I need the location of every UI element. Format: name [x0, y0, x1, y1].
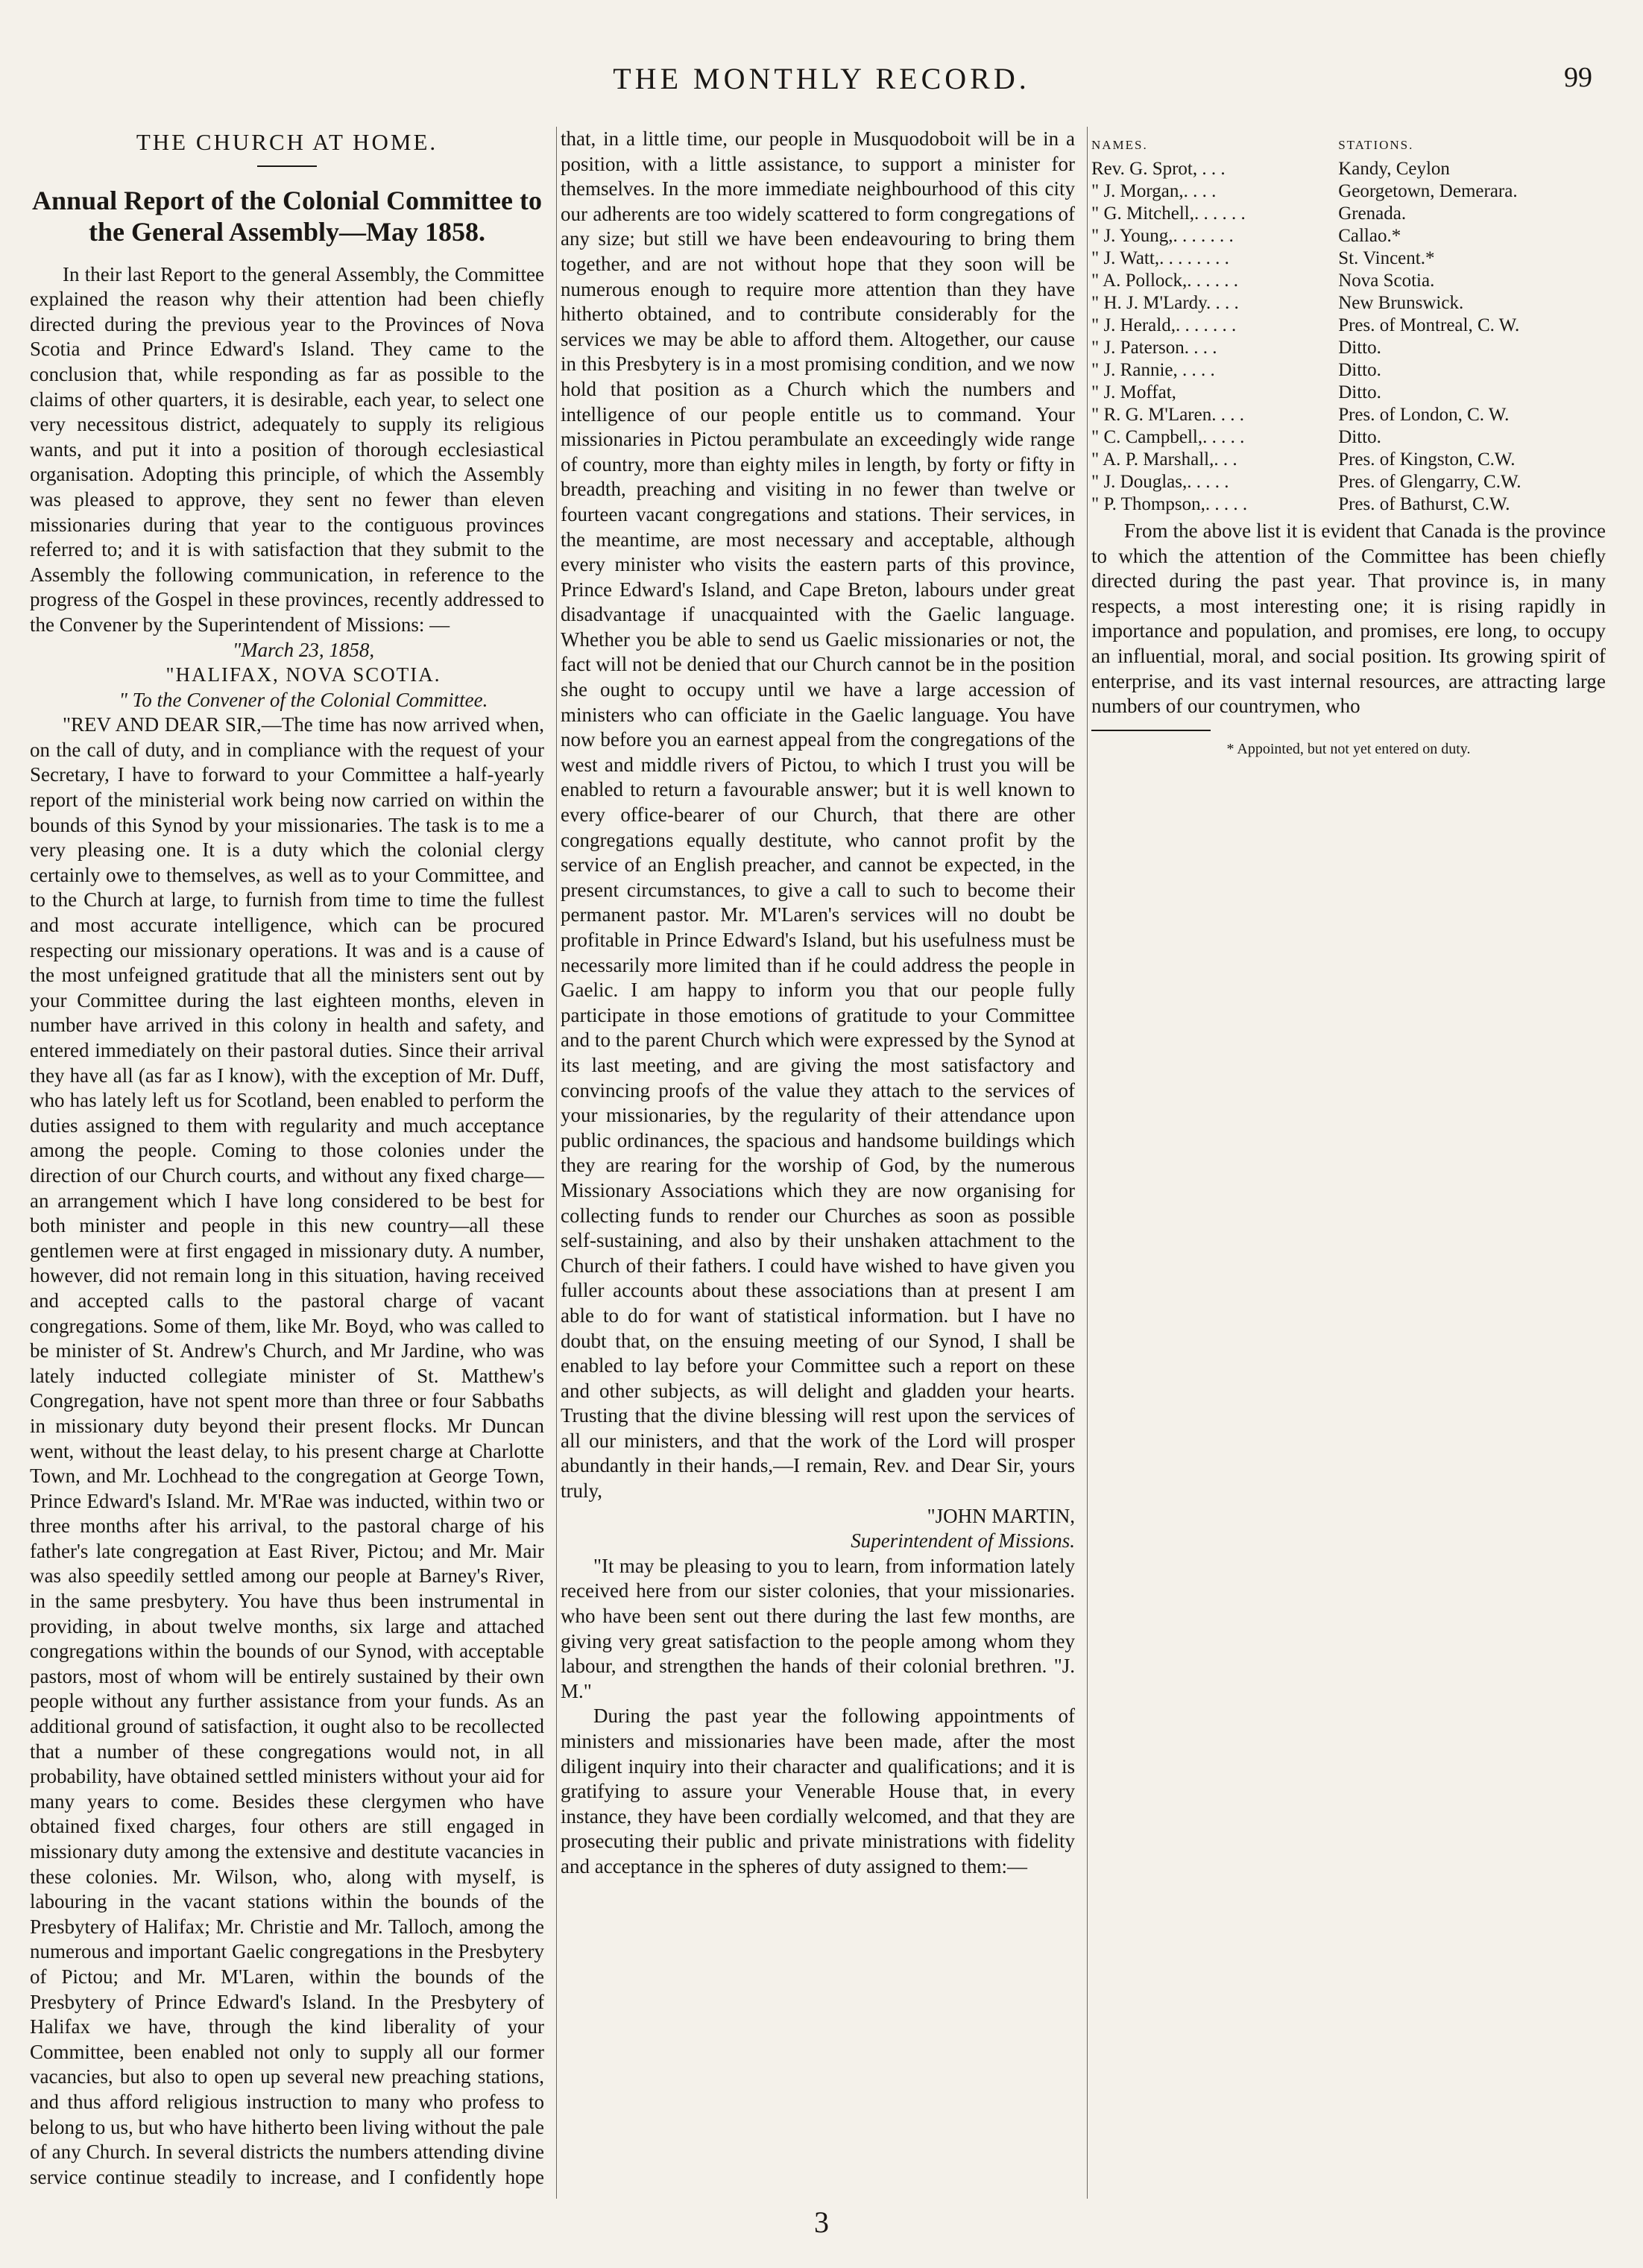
- appointment-row: [1091, 493, 1606, 516]
- appointment-station: Ditto.: [1338, 338, 1381, 358]
- appointment-name: " A. Pollock,. . . . . .: [1091, 271, 1239, 291]
- appointment-name: Rev. G. Sprot, . . .: [1091, 159, 1226, 179]
- appointment-row: [1091, 382, 1606, 404]
- page-number: 99: [1564, 62, 1592, 93]
- postscript-paragraph: "It may be pleasing to you to learn, from information lately received here from our sister colonies, that your missionaries. who have been sent out there during the last few months, are giving very great satisfaction to the people among whom they labour, and strengthen the hands of their colonial brethren. "J. M.": [561, 1554, 1075, 1702]
- letter-place: "HALIFAX, NOVA SCOTIA.: [165, 663, 441, 686]
- letter-body: "REV AND DEAR SIR,—The time has now arrived when, on the call of duty, and in compliance with the request of your Secretary, I have to forward to your Committee a half-yearly report of the ministerial work being now carried on within the bounds of this Synod by your missionaries. The task is to me a very pleasing one. It is a duty which the colonial clergy certainly owe to themselves, as well as to your Committee, and to the Church at large, to furnish from time to time the fullest and most accurate intelligence, which can be procured respecting our missionary operations. It was and is a cause of the most unfeigned gratitude that all the ministers sent out by your Committee during the last eighteen months, eleven in number have arrived in this colony in health and safety, and entered immediately on their pastoral duties. Since their arrival they have all (as far as I know), with the exception of Mr. Duff, who has lately left us for Scotland, been enabled to perform the duties assigned to them with regularity and much acceptance among the people. Coming to those colonies under the direction of our Church courts, and without any fixed charge—an arrangement which I have long considered to be best for both minister and people in this new country—all these gentlemen were at first engaged in missionary duty. A number, however, did not remain long in this situation, having received and accepted calls to the pastoral charge of vacant congregations. Some of them, like Mr. Boyd, who was called to be minister of St. Andrew's Church, and Mr Jardine, who was lately inducted collegiate minister of St. Matthew's Congregation, have not spent more than three or four Sabbaths in missionary duty beyond their present flocks. Mr Duncan went, without the least delay, to his present charge at Charlotte Town, and Mr. Lochhead to the congregation at George Town, Prince Edward's Island. Mr. M'Rae was inducted, within two or three months after his arrival, to the pastoral charge of his father's late congregation at East River, Pictou; and Mr. Mair was also speedily settled among our people at Barney's River, in the same presbytery. You have thus been instrumental in providing, in about twelve months, six large and attached congregations within the bounds of our Synod, with acceptable pastors, most of whom will be entirely sustained by their own people without any further assistance from your funds. As an additional ground of satisfaction, it ought also to be recollected that a number of these congregations would not, in all probability, have obtained settled ministers without your aid for many years to come. Besides these clergymen who have obtained fixed charges, four others are still engaged in missionary duty among the extensive and destitute vacancies in these colonies. Mr. Wilson, who, along with myself, is labouring in the vacant stations within the bounds of the Presbytery of Halifax; Mr. Christie and Mr. Talloch, among the numerous and important Gaelic congregations in the Presbytery of Pictou; and Mr. M'Laren, within the bounds of the Presbytery of Prince Edward's Island. In the Presbytery of Halifax we have, through the kind liberality of your Committee, been enabled not only to supply all our former vacancies, but also to open up several new preaching stations, and thus afford religious instruction to many who profess to belong to us, but who have hitherto been living without the pale of any Church. In several districts the numbers attending divine service continue steadily to increase, and I confidently hope: [30, 713, 544, 2188]
- appointment-name: " J. Herald,. . . . . . .: [1091, 315, 1237, 335]
- appointment-station: Pres. of Glengarry, C.W.: [1338, 472, 1521, 492]
- closing-paragraph: From the above list it is evident that Canada is the province to which the attention of the Committee has been chiefly directed during the past year. That province is, in many respects, a most interesting one; it is rising rapidly in importance and population, and promises, ere long, to occupy an influential, moral, and social position. Its growing spirit of enterprise, and its vast internal resources, are attracting large numbers of our countrymen, who: [1091, 519, 1606, 718]
- appointment-name: " J. Watt,. . . . . . . .: [1091, 248, 1229, 268]
- appointment-station: Georgetown, Demerara.: [1338, 181, 1518, 201]
- article-title: Annual Report of the Colonial Committee to the General Assembly—May 1858.: [32, 185, 542, 247]
- appointment-station: Grenada.: [1338, 203, 1407, 224]
- letter-addressee: " To the Convener of the Colonial Committee.: [119, 688, 488, 711]
- letter-body-continued: that, in a little time, our people in Musquodoboit will be in a position, with a little assistance, to support a minister for themselves. In the more immediate neighbourhood of this city our adherents are too widely scattered to form congregations of any size; but still we have been endeavouring to bring them together, and are not without hope that they soon will be numerous enough to require more attention than they have hitherto obtained, and to contribute considerably for the services we may be able to afford them. Altogether, our cause in this Presbytery is in a most promising condition, and we now hold that position as a Church which the numbers and intelligence of our people entitle us to command. Your missionaries in Pictou perambulate an exceedingly wide range of country, more than eighty miles in length, by forty or fifty in breadth, preaching and visiting in no fewer than twelve or fourteen vacant congregations and stations. Their services, in the meantime, are most necessary and acceptable, although every minister who visits the eastern parts of this province, Prince Edward's Island, and Cape Breton, labours under great disadvantage if unacquainted with the Gaelic language. Whether you be able to send us Gaelic missionaries or not, the fact will not be denied that our Church cannot be in the position she ought to occupy until we have a large accession of ministers who can officiate in the Gaelic language. You have now before you an earnest appeal from the congregations of the west and middle rivers of Pictou, to which I trust you will be enabled to return a favourable answer; but it is well known to every office-bearer of our Church, that there are other congregations equally destitute, who cannot profit by the service of an English preacher, and cannot be expected, in the present circumstances, to give a call to such to become their permanent pastor. Mr. M'Laren's services will no doubt be profitable in Prince Edward's Island, but his usefulness must be necessarily more limited than if he could address the people in Gaelic. I am happy to inform you that our people fully participate in those emotions of gratitude to your Committee and to the parent Church which were expressed by the Synod at its last meeting, and are giving the most satisfactory and convincing proofs of the value they attach to the services of your missionaries, by the regularity of their attendance upon public ordinances, the spacious and handsome buildings which they are rearing for the worship of God, by the numerous Missionary Associations which they are now organising for collecting funds to render our Churches as soon as possible self-sustaining, and also by their unshaken attachment to the Church of their fathers. I could have wished to have given you fuller accounts about these associations than at present I am able to do for want of statistical information. but I have no doubt that, on the ensuing meeting of our Synod, I shall be enabled to lay before your Committee such a report on these and other subjects, as will delight and gladden your hearts. Trusting that the divine blessing will rest upon the services of all our ministers, and that the work of the Lord will prosper abundantly in their hands,—I remain, Rev. and Dear Sir, yours truly,: [561, 127, 1075, 1503]
- appointment-name: " J. Douglas,. . . . .: [1091, 472, 1229, 492]
- column-3: [1091, 127, 1606, 2199]
- appointment-row: [1091, 449, 1606, 471]
- signature-mark: 3: [814, 2205, 829, 2239]
- appointment-name: " J. Paterson. . . .: [1091, 338, 1217, 358]
- letter-signature: "JOHN MARTIN,: [927, 1504, 1075, 1527]
- appointment-station: Ditto.: [1338, 382, 1381, 402]
- title-rule: [257, 165, 317, 167]
- intro-paragraph: In their last Report to the general Assembly, the Committee explained the reason why their attention had been chiefly directed during the previous year to the Provinces of Nova Scotia and Prince Edward's Island. They came to the conclusion that, while responding as far as possible to the claims of other quarters, it is desirable, each year, to select one very necessitous district, adequately to supply its religious wants, and put it into a position of thorough ecclesiastical organisation. Adopting this principle, of which the Assembly was pleased to approve, they sent no fewer than eleven missionaries during that year to the contiguous provinces referred to; and it is with satisfaction that they submit to the Assembly the following communication, in reference to the progress of the Gospel in these provinces, recently addressed to the Convener by the Superintendent of Missions: —: [30, 262, 544, 636]
- appointment-station: Pres. of Montreal, C. W.: [1338, 315, 1520, 335]
- appointment-row: [1091, 225, 1606, 247]
- appointment-row: [1091, 359, 1606, 382]
- appointment-row: [1091, 158, 1606, 180]
- appointment-row: [1091, 404, 1606, 426]
- column-divider: [1087, 127, 1088, 2199]
- appointment-name: " A. P. Marshall,. . .: [1091, 449, 1237, 470]
- appointment-station: Callao.*: [1338, 226, 1401, 246]
- running-head: [0, 61, 1643, 106]
- appointment-row: [1091, 426, 1606, 449]
- letter-date: "March 23, 1858,: [232, 638, 375, 661]
- appointments-table: [1091, 134, 1606, 516]
- appointment-row: [1091, 247, 1606, 270]
- appointment-station: St. Vincent.*: [1338, 248, 1435, 268]
- column-divider: [556, 127, 557, 2199]
- appointment-name: " H. J. M'Lardy. . . .: [1091, 293, 1239, 313]
- appointment-row: [1091, 292, 1606, 315]
- running-title: THE MONTHLY RECORD.: [613, 62, 1030, 95]
- appointment-row: [1091, 337, 1606, 359]
- appointment-name: " P. Thompson,. . . . .: [1091, 494, 1248, 514]
- appointment-station: Nova Scotia.: [1338, 271, 1435, 291]
- section-title: THE CHURCH AT HOME.: [136, 129, 438, 155]
- appointment-row: [1091, 315, 1606, 337]
- appointment-name: " R. G. M'Laren. . . .: [1091, 405, 1244, 425]
- footnote-rule: [1091, 730, 1211, 731]
- appointment-name: " G. Mitchell,. . . . . .: [1091, 203, 1246, 224]
- appointment-station: Pres. of Kingston, C.W.: [1338, 449, 1516, 470]
- appointment-station: Kandy, Ceylon: [1338, 159, 1450, 179]
- appointment-row: [1091, 270, 1606, 292]
- column-2: [561, 127, 1075, 2199]
- appointment-name: " C. Campbell,. . . . .: [1091, 427, 1245, 447]
- appointment-station: Ditto.: [1338, 360, 1381, 380]
- appointment-row: [1091, 180, 1606, 203]
- appointment-station: Pres. of Bathurst, C.W.: [1338, 494, 1510, 514]
- appointment-row: [1091, 471, 1606, 493]
- appointments-intro: During the past year the following appointments of ministers and missionaries have been made, after the most diligent inquiry into their character and qualifications; and it is gratifying to assure your Venerable House that, in every instance, they have been cordially welcomed, and that they are prosecuting their public and private ministrations with fidelity and acceptance in the spheres of duty assigned to them:—: [561, 1705, 1075, 1877]
- footnote: * Appointed, but not yet entered on duty.: [1226, 740, 1471, 757]
- appointment-station: New Brunswick.: [1338, 293, 1464, 313]
- appointment-station: Ditto.: [1338, 427, 1381, 447]
- appointment-station: Pres. of London, C. W.: [1338, 405, 1510, 425]
- appointment-row: [1091, 203, 1606, 225]
- appointment-name: " J. Young,. . . . . . .: [1091, 226, 1234, 246]
- appointment-name: " J. Rannie, . . . .: [1091, 360, 1215, 380]
- letter-signature-title: Superintendent of Missions.: [851, 1529, 1075, 1552]
- column-1: [30, 127, 544, 2199]
- appointment-name: " J. Moffat,: [1091, 382, 1176, 402]
- names-header: NAMES.: [1091, 138, 1148, 152]
- appointment-name: " J. Morgan,. . . .: [1091, 181, 1217, 201]
- stations-header: STATIONS.: [1338, 138, 1414, 152]
